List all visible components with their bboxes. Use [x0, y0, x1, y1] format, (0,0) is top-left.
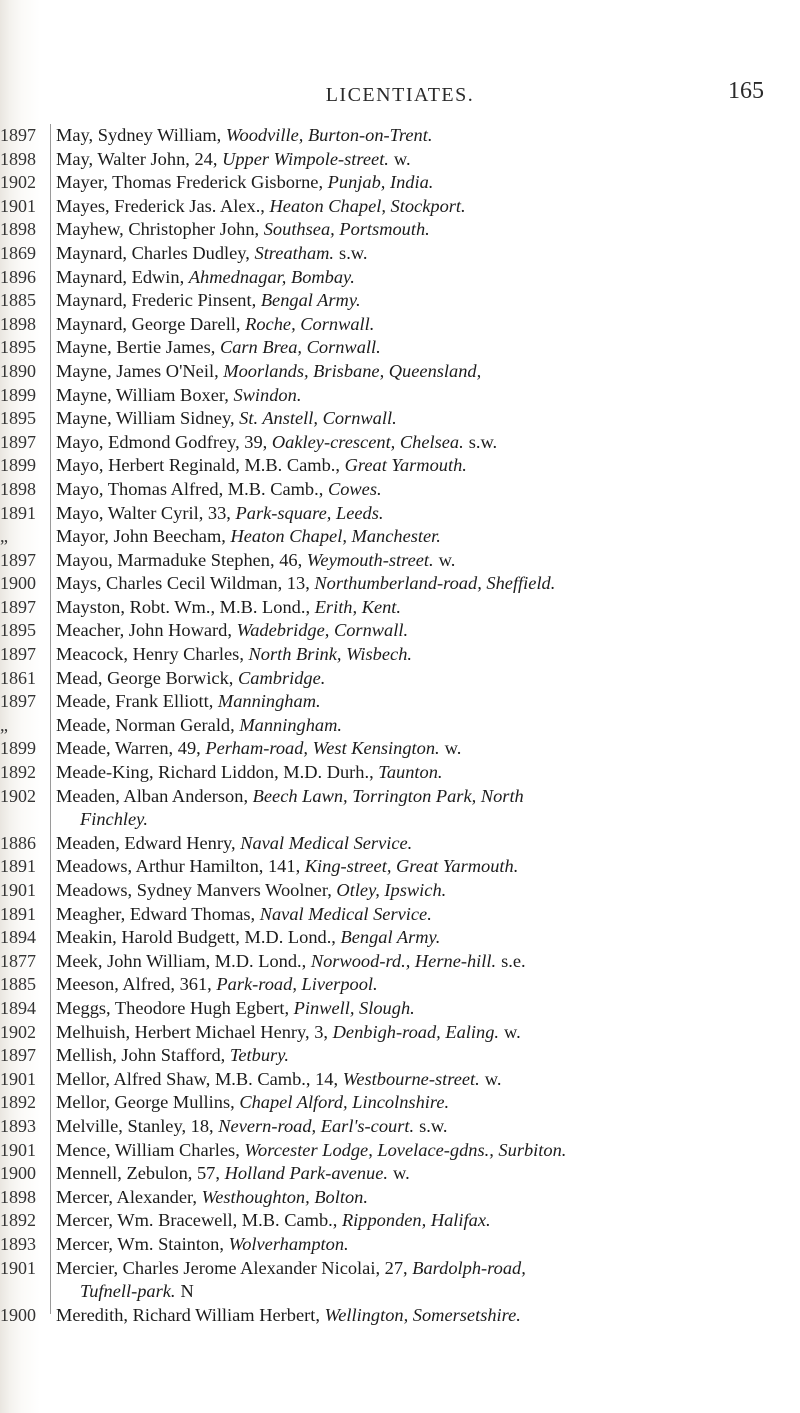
year-label: 1901: [0, 880, 36, 900]
list-item: [56, 313, 772, 337]
column-rule: [50, 124, 51, 1314]
entry-name: Mence, William Charles,: [56, 1139, 245, 1160]
page-number: 165: [728, 78, 764, 104]
entry-name: Mayo, Thomas Alfred, M.B. Camb.,: [56, 478, 328, 499]
year-label: 1891: [0, 502, 36, 523]
year-label: 1896: [0, 266, 36, 287]
year-label: 1901: [0, 1257, 36, 1278]
entry-address: Bengal Army.: [260, 290, 361, 311]
year-label: „: [0, 526, 8, 547]
entry-district: w.: [484, 1068, 502, 1089]
entry-address: Upper Wimpole-street.: [222, 148, 389, 169]
list-item: [56, 855, 772, 879]
year-label: 1900: [0, 1163, 36, 1184]
list-item: [56, 478, 772, 502]
year-label: 1895: [0, 620, 36, 641]
entry-address: Park-square, Leeds.: [235, 502, 384, 523]
entry-name: Meadows, Sydney Manvers Woolner,: [56, 880, 337, 900]
year-label: [0, 1280, 52, 1304]
entry-district: s.w.: [468, 431, 498, 452]
entry-name: Mercier, Charles Jerome Alexander Nicolai, 27,: [56, 1257, 413, 1278]
entry-address: Taunton.: [378, 762, 443, 783]
entry-district: s.e.: [501, 950, 526, 971]
entry-address: Swindon.: [233, 384, 302, 405]
year-label: 1897: [0, 549, 36, 570]
year-label: 1900: [0, 573, 36, 594]
entry-address: Southsea, Portsmouth.: [263, 219, 430, 240]
entry-name: Meade, Warren, 49,: [56, 738, 206, 759]
entry-address: Great Yarmouth.: [344, 455, 467, 476]
year-label: 1897: [0, 596, 36, 617]
entry-name: Meaden, Alban Anderson,: [56, 785, 253, 806]
entry-name: Meade, Frank Elliott,: [56, 691, 218, 712]
entry-name: Mennell, Zebulon, 57,: [56, 1163, 225, 1184]
list-item: [56, 360, 772, 384]
list-item: [56, 690, 772, 714]
entry-name: Meredith, Richard William Herbert,: [56, 1304, 325, 1325]
list-item: [56, 266, 772, 290]
list-item: [56, 572, 772, 596]
entry-address: Weymouth-street.: [306, 549, 434, 570]
list-item: [56, 667, 772, 691]
entry-district: s.w.: [339, 242, 368, 263]
year-label: 1861: [0, 667, 36, 688]
year-label: 1893: [0, 1115, 36, 1136]
entry-name: Mayou, Marmaduke Stephen, 46,: [56, 549, 307, 570]
entry-name: Melhuish, Herbert Michael Henry, 3,: [56, 1021, 333, 1042]
entry-address: Streatham.: [254, 242, 335, 263]
entry-address: Manningham.: [217, 691, 321, 712]
entry-name: Mayston, Robt. Wm., M.B. Lond.,: [56, 596, 315, 617]
entry-address: Chapel Alford, Lincolnshire.: [239, 1092, 450, 1113]
list-item: [56, 619, 772, 643]
entry-address: North Brink, Wisbech.: [248, 644, 412, 665]
entry-district: w.: [444, 738, 462, 759]
year-label: 1898: [0, 219, 36, 240]
entry-name: Mayer, Thomas Frederick Gisborne,: [56, 172, 328, 193]
entry-address: Holland Park-avenue.: [224, 1163, 388, 1184]
year-label: 1901: [0, 1068, 36, 1089]
entry-district: w.: [393, 148, 411, 169]
entry-name: Mayo, Herbert Reginald, M.B. Camb.,: [56, 455, 345, 476]
entry-address: Denbigh-road, Ealing.: [332, 1021, 499, 1042]
entry-list: [56, 124, 772, 1327]
year-label: 1895: [0, 408, 36, 429]
list-item: [56, 832, 772, 856]
list-item: [56, 596, 772, 620]
year-label: 1877: [0, 950, 36, 971]
entry-address: Ripponden, Halifax.: [341, 1210, 491, 1231]
year-label: 1897: [0, 644, 36, 665]
list-item: [56, 1209, 772, 1233]
entry-address: Pinwell, Slough.: [293, 997, 415, 1018]
entry-address: Wellington, Somersetshire.: [324, 1304, 521, 1325]
list-item: [56, 1068, 772, 1092]
list-item: [56, 973, 772, 997]
year-label: 1892: [0, 1210, 36, 1231]
entry-name: Mellor, George Mullins,: [56, 1092, 240, 1113]
list-item: [56, 1304, 772, 1328]
entry-address: Perham-road, West Kensington.: [205, 738, 440, 759]
list-item: [56, 879, 772, 903]
entry-address: Erith, Kent.: [314, 596, 402, 617]
list-item: [56, 407, 772, 431]
entry-address: King-street, Great Yarmouth.: [304, 856, 519, 877]
entry-address: Park-road, Liverpool.: [216, 974, 378, 995]
entry-name: May, Walter John, 24,: [56, 148, 223, 169]
year-label: 1897: [0, 125, 36, 145]
year-label: 1899: [0, 738, 36, 759]
year-column: [0, 124, 52, 1327]
entry-name: Maynard, George Darell,: [56, 313, 246, 334]
entry-name: Maynard, Frederic Pinsent,: [56, 290, 261, 311]
year-label: 1900: [0, 1304, 36, 1325]
year-label: 1898: [0, 478, 36, 499]
entry-name: Mead, George Borwick,: [56, 667, 238, 688]
year-label: 1897: [0, 431, 36, 452]
entry-address: Nevern-road, Earl's-court.: [218, 1115, 415, 1136]
list-item: [56, 218, 772, 242]
year-label: 1898: [0, 1186, 36, 1207]
list-item: [56, 1280, 772, 1304]
entry-address: Finchley.: [80, 809, 148, 830]
entry-address: Wolverhampton.: [228, 1233, 349, 1254]
year-label: 1901: [0, 195, 36, 216]
entry-name: Meacher, John Howard,: [56, 620, 237, 641]
entry-district: w.: [504, 1021, 521, 1042]
list-item: [56, 289, 772, 313]
year-label: 1890: [0, 360, 36, 381]
entry-name: Meacock, Henry Charles,: [56, 644, 249, 665]
entry-name: Melville, Stanley, 18,: [56, 1115, 219, 1136]
entry-name: Mellor, Alfred Shaw, M.B. Camb., 14,: [56, 1068, 343, 1089]
entry-address: Manningham.: [239, 714, 343, 735]
entry-address: Worcester Lodge, Lovelace-gdns., Surbiton.: [244, 1139, 567, 1160]
year-label: 1895: [0, 337, 36, 358]
list-item: [56, 1257, 772, 1281]
entry-address: Heaton Chapel, Stockport.: [269, 195, 466, 216]
list-item: [56, 525, 772, 549]
year-label: 1899: [0, 384, 36, 405]
entry-name: Mayo, Edmond Godfrey, 39,: [56, 431, 272, 452]
entry-address: Heaton Chapel, Manchester.: [230, 526, 441, 547]
entry-name: Meadows, Arthur Hamilton, 141,: [56, 856, 305, 877]
entry-address: Cowes.: [327, 478, 382, 499]
entry-district: N: [180, 1281, 194, 1302]
year-label: 1891: [0, 856, 36, 877]
list-item: [56, 124, 772, 148]
entry-district: w.: [438, 549, 456, 570]
year-label: 1897: [0, 1045, 36, 1066]
year-label: 1894: [0, 927, 36, 948]
entry-address: Punjab, India.: [327, 172, 434, 193]
entry-address: Woodville, Burton-on-Trent.: [225, 125, 433, 145]
entry-name: Maynard, Charles Dudley,: [56, 242, 255, 263]
list-item: [56, 950, 772, 974]
list-item: [56, 761, 772, 785]
entry-district: w.: [393, 1163, 410, 1184]
year-label: 1901: [0, 1139, 36, 1160]
entry-address: Carn Brea, Cornwall.: [219, 337, 381, 358]
year-label: „: [0, 714, 8, 735]
list-item: [56, 1044, 772, 1068]
list-item: [56, 431, 772, 455]
list-item: [56, 714, 772, 738]
entry-name: Mayhew, Christopher John,: [56, 219, 264, 240]
entry-address: St. Anstell, Cornwall.: [239, 408, 397, 429]
page-header: [0, 78, 800, 114]
entry-name: Mellish, John Stafford,: [56, 1045, 230, 1066]
year-label: 1902: [0, 785, 36, 806]
entry-name: Maynard, Edwin,: [56, 266, 189, 287]
entry-name: Mayne, William Sidney,: [56, 408, 240, 429]
entry-district: s.w.: [419, 1115, 448, 1136]
year-label: 1897: [0, 691, 36, 712]
entry-address: Tufnell-park.: [80, 1281, 176, 1302]
running-title: LICENTIATES.: [325, 84, 475, 106]
entry-address: Bardolph-road,: [412, 1257, 526, 1278]
list-item: [56, 242, 772, 266]
list-item: [56, 1162, 772, 1186]
entry-name: Mayo, Walter Cyril, 33,: [56, 502, 236, 523]
entry-address: Ahmednagar, Bombay.: [188, 266, 355, 287]
entry-name: Mayne, Bertie James,: [56, 337, 220, 358]
year-label: 1891: [0, 903, 36, 924]
entry-address: Bengal Army.: [340, 927, 441, 948]
year-label: 1894: [0, 997, 36, 1018]
list-item: [56, 1233, 772, 1257]
list-item: [56, 903, 772, 927]
list-item: [56, 148, 772, 172]
entry-name: Meakin, Harold Budgett, M.D. Lond.,: [56, 927, 341, 948]
list-item: [56, 1091, 772, 1115]
year-label: 1885: [0, 290, 36, 311]
list-item: [56, 737, 772, 761]
entry-address: Beech Lawn, Torrington Park, North: [252, 785, 524, 806]
entry-address: Moorlands, Brisbane, Queensland,: [223, 360, 482, 381]
entry-name: May, Sydney William,: [56, 125, 226, 145]
entry-name: Meeson, Alfred, 361,: [56, 974, 217, 995]
entry-name: Mercer, Wm. Bracewell, M.B. Camb.,: [56, 1210, 342, 1231]
entry-address: Naval Medical Service.: [240, 832, 413, 853]
entry-name: Mays, Charles Cecil Wildman, 13,: [56, 573, 315, 594]
entry-address: Wadebridge, Cornwall.: [236, 620, 409, 641]
entry-name: Mercer, Wm. Stainton,: [56, 1233, 229, 1254]
list-item: [56, 997, 772, 1021]
year-label: 1885: [0, 974, 36, 995]
entry-address: Tetbury.: [229, 1045, 289, 1066]
year-label: 1899: [0, 455, 36, 476]
entry-address: Oakley-crescent, Chelsea.: [271, 431, 464, 452]
entry-name: Mayne, James O'Neil,: [56, 360, 224, 381]
entry-name: Meade-King, Richard Liddon, M.D. Durh.,: [56, 762, 379, 783]
entry-name: Mayor, John Beecham,: [56, 526, 231, 547]
list-item: [56, 549, 772, 573]
entry-address: Westhoughton, Bolton.: [201, 1186, 368, 1207]
entry-name: Mercer, Alexander,: [56, 1186, 202, 1207]
entry-address: Westbourne-street.: [342, 1068, 480, 1089]
entry-name: Meggs, Theodore Hugh Egbert,: [56, 997, 294, 1018]
list-item: [56, 384, 772, 408]
entry-name: Mayne, William Boxer,: [56, 384, 234, 405]
entry-address: Otley, Ipswich.: [336, 880, 447, 900]
entry-name: Meagher, Edward Thomas,: [56, 903, 260, 924]
list-item: [56, 195, 772, 219]
entry-address: Roche, Cornwall.: [245, 313, 375, 334]
entry-name: Meek, John William, M.D. Lond.,: [56, 950, 311, 971]
list-item: [56, 926, 772, 950]
list-item: [56, 643, 772, 667]
year-label: 1898: [0, 313, 36, 334]
entry-name: Meaden, Edward Henry,: [56, 832, 241, 853]
entry-address: Northumberland-road, Sheffield.: [314, 573, 556, 594]
year-label: 1869: [0, 242, 36, 263]
list-item: [56, 785, 772, 809]
year-label: 1902: [0, 1021, 36, 1042]
year-label: 1893: [0, 1233, 36, 1254]
entry-address: Cambridge.: [238, 667, 326, 688]
year-label: 1898: [0, 148, 36, 169]
list-item: [56, 171, 772, 195]
year-label: 1886: [0, 832, 36, 853]
year-label: [0, 808, 52, 832]
list-item: [56, 454, 772, 478]
entry-name: Meade, Norman Gerald,: [56, 714, 240, 735]
list-item: [56, 502, 772, 526]
list-item: [56, 1186, 772, 1210]
list-item: [56, 808, 772, 832]
list-item: [56, 1139, 772, 1163]
list-item: [56, 336, 772, 360]
year-label: 1902: [0, 172, 36, 193]
list-item: [56, 1021, 772, 1045]
year-label: 1892: [0, 762, 36, 783]
entry-address: Naval Medical Service.: [259, 903, 432, 924]
entry-address: Norwood-rd., Herne-hill.: [310, 950, 497, 971]
year-label: 1892: [0, 1092, 36, 1113]
entry-name: Mayes, Frederick Jas. Alex.,: [56, 195, 270, 216]
list-item: [56, 1115, 772, 1139]
